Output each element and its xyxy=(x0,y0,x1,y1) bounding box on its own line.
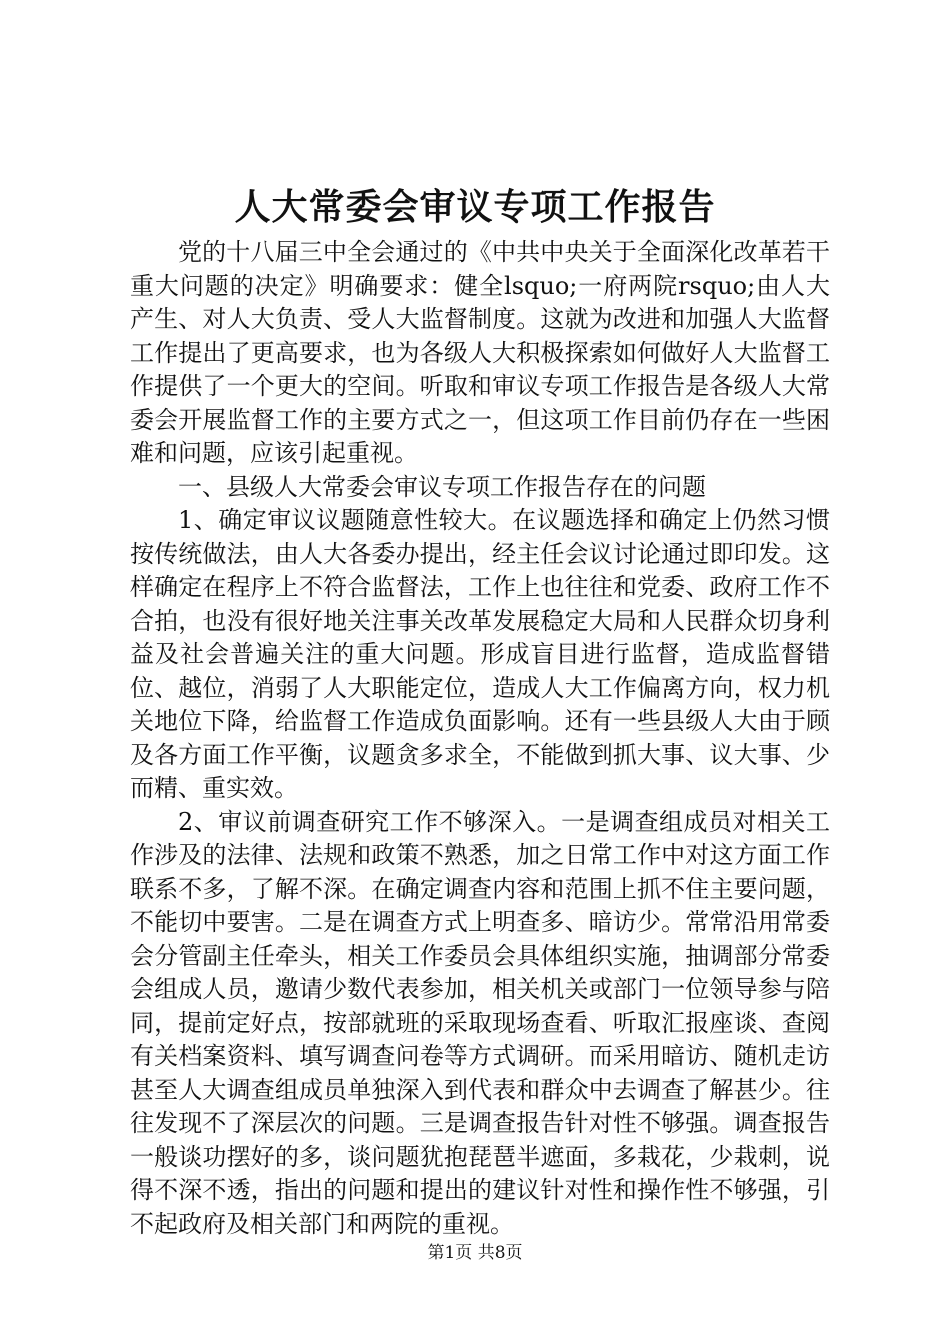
document-body xyxy=(130,236,830,1241)
paragraph-point-1: 1、确定审议议题随意性较大。在议题选择和确定上仍然习惯按传统做法，由人大各委办提出，经主任会议讨论通过即印发。这样确定在程序上不符合监督法，工作上也往往和党委、政府工作不合拍，也没有很好地关注事关改革发展稳定大局和人民群众切身利益及社会普遍关注的重大问题。形成盲目进行监督，造成监督错位、越位，消弱了人大职能定位，造成人大工作偏离方向，权力机关地位下降，给监督工作造成负面影响。还有一些县级人大由于顾及各方面工作平衡，议题贪多求全，不能做到抓大事、议大事、少而精、重实效。 xyxy=(130,506,830,802)
paragraph-intro: 党的十八届三中全会通过的《中共中央关于全面深化改革若干重大问题的决定》明确要求：健全lsquo;一府两院rsquo;由人大产生、对人大负责、受人大监督制度。这就为改进和加强人大监督工作提出了更高要求，也为各级人大积极探索如何做好人大监督工作提供了一个更大的空间。听取和审议专项工作报告是各级人大常委会开展监督工作的主要方式之一，但这项工作目前仍存在一些困难和问题，应该引起重视。 xyxy=(130,238,830,467)
document-title: 人大常委会审议专项工作报告 xyxy=(234,186,716,228)
paragraph-point-2: 2、审议前调查研究工作不够深入。一是调查组成员对相关工作涉及的法律、法规和政策不熟悉，加之日常工作中对这方面工作联系不多，了解不深。在确定调查内容和范围上抓不住主要问题，不能切中要害。二是在调查方式上明查多、暗访少。常常沿用常委会分管副主任牵头，相关工作委员会具体组织实施，抽调部分常委会组成人员，邀请少数代表参加，相关机关或部门一位领导参与陪同，提前定好点，按部就班的采取现场查看、听取汇报座谈、查阅有关档案资料、填写调查问卷等方式调研。而采用暗访、随机走访甚至人大调查组成员单独深入到代表和群众中去调查了解甚少。往往发现不了深层次的问题。三是调查报告针对性不够强。调查报告一般谈功摆好的多，谈问题犹抱琵琶半遮面，多栽花，少栽刺，说得不深不透，指出的问题和提出的建议针对性和操作性不够强，引不起政府及相关部门和两院的重视。 xyxy=(130,807,830,1238)
page-footer: 第1页 共8页 xyxy=(427,1243,523,1263)
section-heading: 一、县级人大常委会审议专项工作报告存在的问题 xyxy=(178,472,706,501)
